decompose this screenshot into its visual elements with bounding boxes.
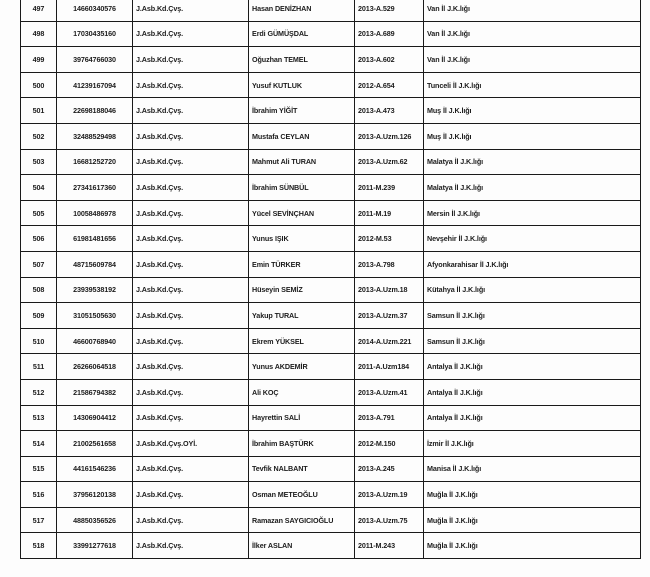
row-number-cell: 518 — [21, 533, 57, 559]
registry-number-cell: 2011-A.Uzm184 — [355, 354, 424, 380]
id-number-cell: 41239167094 — [57, 72, 133, 98]
full-name-cell: Tevfik NALBANT — [249, 456, 355, 482]
row-number-cell: 514 — [21, 431, 57, 457]
row-number-cell: 512 — [21, 379, 57, 405]
full-name-cell: İbrahim YİĞİT — [249, 98, 355, 124]
full-name-cell: Hayrettin SALİ — [249, 405, 355, 431]
id-number-cell: 21002561658 — [57, 431, 133, 457]
registry-number-cell: 2013-A.602 — [355, 47, 424, 73]
full-name-cell: İlker ASLAN — [249, 533, 355, 559]
id-number-cell: 21586794382 — [57, 379, 133, 405]
full-name-cell: Hasan DENİZHAN — [249, 0, 355, 21]
full-name-cell: Yusuf KUTLUK — [249, 72, 355, 98]
table-row — [21, 98, 641, 124]
full-name-cell: Emin TÜRKER — [249, 251, 355, 277]
unit-cell: Muş İl J.K.lığı — [424, 123, 641, 149]
full-name-cell: Mustafa CEYLAN — [249, 123, 355, 149]
id-number-cell: 46600768940 — [57, 328, 133, 354]
id-number-cell: 10058486978 — [57, 200, 133, 226]
rank-cell: J.Asb.Kd.Çvş. — [133, 0, 249, 21]
row-number-cell: 506 — [21, 226, 57, 252]
table-row — [21, 277, 641, 303]
table-row — [21, 405, 641, 431]
registry-number-cell: 2011-M.19 — [355, 200, 424, 226]
registry-number-cell: 2012-A.654 — [355, 72, 424, 98]
registry-number-cell: 2013-A.Uzm.19 — [355, 482, 424, 508]
unit-cell: Kütahya İl J.K.lığı — [424, 277, 641, 303]
unit-cell: Manisa İl J.K.lığı — [424, 456, 641, 482]
full-name-cell: Mahmut Ali TURAN — [249, 149, 355, 175]
id-number-cell: 14306904412 — [57, 405, 133, 431]
rank-cell: J.Asb.Kd.Çvş. — [133, 226, 249, 252]
table-row — [21, 533, 641, 559]
full-name-cell: Yücel SEVİNÇHAN — [249, 200, 355, 226]
row-number-cell: 504 — [21, 175, 57, 201]
table-row — [21, 303, 641, 329]
unit-cell: Samsun İl J.K.lığı — [424, 303, 641, 329]
rank-cell: J.Asb.Kd.Çvş. — [133, 175, 249, 201]
registry-number-cell: 2012-M.150 — [355, 431, 424, 457]
id-number-cell: 39764766030 — [57, 47, 133, 73]
personnel-table-body — [21, 0, 641, 559]
registry-number-cell: 2013-A.798 — [355, 251, 424, 277]
row-number-cell: 505 — [21, 200, 57, 226]
registry-number-cell: 2013-A.Uzm.18 — [355, 277, 424, 303]
full-name-cell: Yakup TURAL — [249, 303, 355, 329]
rank-cell: J.Asb.Kd.Çvş. — [133, 533, 249, 559]
table-row — [21, 200, 641, 226]
unit-cell: Muğla İl J.K.lığı — [424, 533, 641, 559]
unit-cell: Afyonkarahisar İl J.K.lığı — [424, 251, 641, 277]
row-number-cell: 499 — [21, 47, 57, 73]
row-number-cell: 502 — [21, 123, 57, 149]
personnel-table — [20, 0, 641, 559]
table-row — [21, 379, 641, 405]
registry-number-cell: 2013-A.Uzm.37 — [355, 303, 424, 329]
rank-cell: J.Asb.Kd.Çvş. — [133, 507, 249, 533]
unit-cell: Malatya İl J.K.lığı — [424, 175, 641, 201]
id-number-cell: 37956120138 — [57, 482, 133, 508]
registry-number-cell: 2013-A.Uzm.75 — [355, 507, 424, 533]
unit-cell: Mersin İl J.K.lığı — [424, 200, 641, 226]
registry-number-cell: 2014-A.Uzm.221 — [355, 328, 424, 354]
table-row — [21, 482, 641, 508]
unit-cell: Samsun İl J.K.lığı — [424, 328, 641, 354]
unit-cell: Antalya İl J.K.lığı — [424, 405, 641, 431]
rank-cell: J.Asb.Kd.Çvş. — [133, 98, 249, 124]
table-row — [21, 72, 641, 98]
id-number-cell: 16681252720 — [57, 149, 133, 175]
rank-cell: J.Asb.Kd.Çvş. — [133, 303, 249, 329]
registry-number-cell: 2013-A.473 — [355, 98, 424, 124]
table-row — [21, 328, 641, 354]
unit-cell: Muğla İl J.K.lığı — [424, 507, 641, 533]
id-number-cell: 26266064518 — [57, 354, 133, 380]
row-number-cell: 500 — [21, 72, 57, 98]
unit-cell: Van İl J.K.lığı — [424, 47, 641, 73]
registry-number-cell: 2013-A.529 — [355, 0, 424, 21]
unit-cell: Malatya İl J.K.lığı — [424, 149, 641, 175]
full-name-cell: Osman METEOĞLU — [249, 482, 355, 508]
unit-cell: Van İl J.K.lığı — [424, 21, 641, 47]
table-row — [21, 354, 641, 380]
id-number-cell: 33991277618 — [57, 533, 133, 559]
rank-cell: J.Asb.Kd.Çvş. — [133, 405, 249, 431]
full-name-cell: Hüseyin SEMİZ — [249, 277, 355, 303]
rank-cell: J.Asb.Kd.Çvş. — [133, 277, 249, 303]
rank-cell: J.Asb.Kd.Çvş.OYİ. — [133, 431, 249, 457]
full-name-cell: Ali KOÇ — [249, 379, 355, 405]
row-number-cell: 513 — [21, 405, 57, 431]
unit-cell: Muş İl J.K.lığı — [424, 98, 641, 124]
row-number-cell: 515 — [21, 456, 57, 482]
id-number-cell: 17030435160 — [57, 21, 133, 47]
id-number-cell: 48715609784 — [57, 251, 133, 277]
full-name-cell: İbrahim SÜNBÜL — [249, 175, 355, 201]
rank-cell: J.Asb.Kd.Çvş. — [133, 21, 249, 47]
table-row — [21, 47, 641, 73]
table-row — [21, 175, 641, 201]
row-number-cell: 503 — [21, 149, 57, 175]
registry-number-cell: 2013-A.791 — [355, 405, 424, 431]
registry-number-cell: 2013-A.Uzm.41 — [355, 379, 424, 405]
full-name-cell: Yunus AKDEMİR — [249, 354, 355, 380]
full-name-cell: Oğuzhan TEMEL — [249, 47, 355, 73]
table-row — [21, 507, 641, 533]
registry-number-cell: 2011-M.243 — [355, 533, 424, 559]
full-name-cell: Erdi GÜMÜŞDAL — [249, 21, 355, 47]
registry-number-cell: 2013-A.Uzm.62 — [355, 149, 424, 175]
unit-cell: Nevşehir İl J.K.lığı — [424, 226, 641, 252]
full-name-cell: Ramazan SAYGICIOĞLU — [249, 507, 355, 533]
unit-cell: Tunceli İl J.K.lığı — [424, 72, 641, 98]
row-number-cell: 507 — [21, 251, 57, 277]
rank-cell: J.Asb.Kd.Çvş. — [133, 456, 249, 482]
id-number-cell: 44161546236 — [57, 456, 133, 482]
table-row — [21, 431, 641, 457]
registry-number-cell: 2011-M.239 — [355, 175, 424, 201]
row-number-cell: 508 — [21, 277, 57, 303]
row-number-cell: 511 — [21, 354, 57, 380]
rank-cell: J.Asb.Kd.Çvş. — [133, 482, 249, 508]
rank-cell: J.Asb.Kd.Çvş. — [133, 47, 249, 73]
table-row — [21, 0, 641, 21]
table-row — [21, 149, 641, 175]
table-row — [21, 123, 641, 149]
row-number-cell: 501 — [21, 98, 57, 124]
id-number-cell: 48850356526 — [57, 507, 133, 533]
table-row — [21, 456, 641, 482]
row-number-cell: 516 — [21, 482, 57, 508]
rank-cell: J.Asb.Kd.Çvş. — [133, 123, 249, 149]
id-number-cell: 31051505630 — [57, 303, 133, 329]
unit-cell: İzmir İl J.K.lığı — [424, 431, 641, 457]
rank-cell: J.Asb.Kd.Çvş. — [133, 200, 249, 226]
full-name-cell: Yunus IŞIK — [249, 226, 355, 252]
unit-cell: Van İl J.K.lığı — [424, 0, 641, 21]
rank-cell: J.Asb.Kd.Çvş. — [133, 149, 249, 175]
unit-cell: Muğla İl J.K.lığı — [424, 482, 641, 508]
row-number-cell: 497 — [21, 0, 57, 21]
id-number-cell: 27341617360 — [57, 175, 133, 201]
unit-cell: Antalya İl J.K.lığı — [424, 379, 641, 405]
row-number-cell: 498 — [21, 21, 57, 47]
registry-number-cell: 2013-A.245 — [355, 456, 424, 482]
table-row — [21, 226, 641, 252]
id-number-cell: 23939538192 — [57, 277, 133, 303]
registry-number-cell: 2012-M.53 — [355, 226, 424, 252]
row-number-cell: 509 — [21, 303, 57, 329]
table-row — [21, 21, 641, 47]
row-number-cell: 517 — [21, 507, 57, 533]
rank-cell: J.Asb.Kd.Çvş. — [133, 379, 249, 405]
row-number-cell: 510 — [21, 328, 57, 354]
rank-cell: J.Asb.Kd.Çvş. — [133, 72, 249, 98]
registry-number-cell: 2013-A.689 — [355, 21, 424, 47]
rank-cell: J.Asb.Kd.Çvş. — [133, 328, 249, 354]
rank-cell: J.Asb.Kd.Çvş. — [133, 354, 249, 380]
unit-cell: Antalya İl J.K.lığı — [424, 354, 641, 380]
registry-number-cell: 2013-A.Uzm.126 — [355, 123, 424, 149]
table-row — [21, 251, 641, 277]
id-number-cell: 61981481656 — [57, 226, 133, 252]
rank-cell: J.Asb.Kd.Çvş. — [133, 251, 249, 277]
id-number-cell: 32488529498 — [57, 123, 133, 149]
full-name-cell: Ekrem YÜKSEL — [249, 328, 355, 354]
id-number-cell: 14660340576 — [57, 0, 133, 21]
id-number-cell: 22698188046 — [57, 98, 133, 124]
full-name-cell: İbrahim BAŞTÜRK — [249, 431, 355, 457]
